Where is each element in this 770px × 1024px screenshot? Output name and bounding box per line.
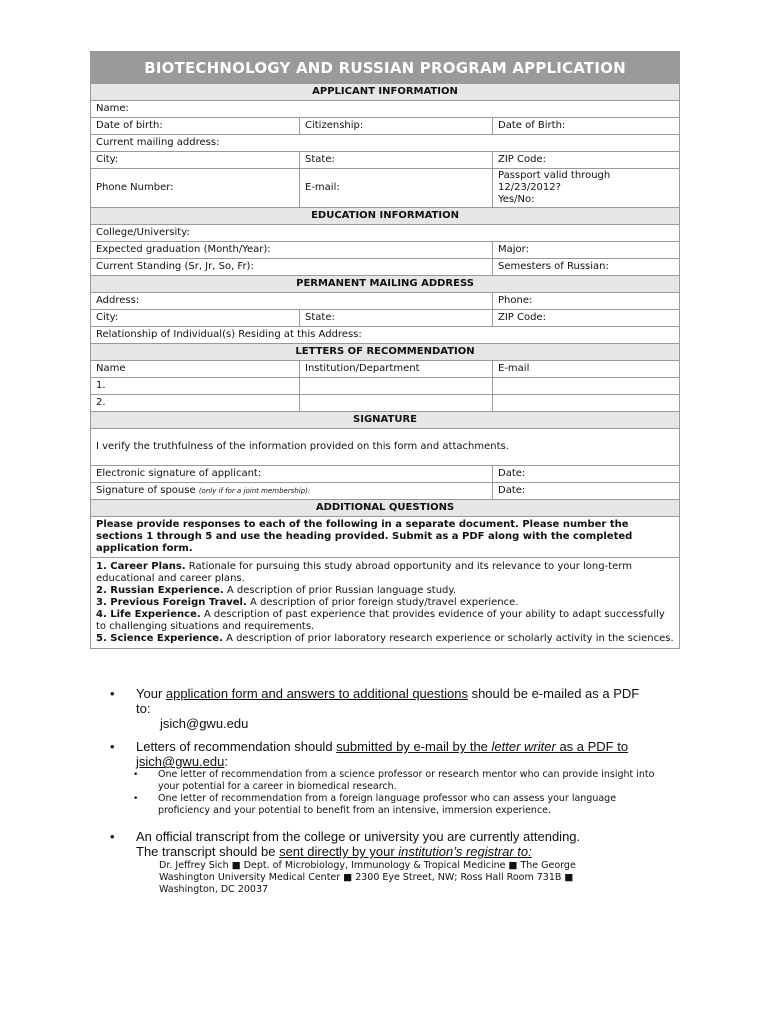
- bullet-dot: •: [110, 686, 115, 701]
- permanent-phone-field[interactable]: Phone:: [493, 293, 680, 310]
- section-additional-heading: ADDITIONAL QUESTIONS: [91, 500, 680, 517]
- major-field[interactable]: Major:: [493, 242, 680, 259]
- question-item: 5. Science Experience. A description of prior laboratory research experience or scholarly activity in the sciences.: [96, 633, 674, 644]
- recommendation-instructions: submitted by e-mail by the letter writer as a PDF to jsich@gwu.edu: [136, 739, 629, 769]
- passport-field[interactable]: [493, 169, 680, 208]
- dob2-field[interactable]: Date of Birth:: [493, 118, 680, 135]
- letters-col-name: Name: [91, 361, 300, 378]
- relationship-field[interactable]: Relationship of Individual(s) Residing at this Address:: [91, 327, 680, 344]
- section-education-heading: EDUCATION INFORMATION: [91, 208, 680, 225]
- bullet-dot: •: [110, 829, 115, 844]
- letter-1-name[interactable]: 1.: [91, 378, 300, 395]
- spouse-date-field[interactable]: Date:: [493, 483, 680, 500]
- permanent-city-field[interactable]: City:: [91, 310, 300, 327]
- name-field[interactable]: Name:: [91, 101, 680, 118]
- form-title: BIOTECHNOLOGY AND RUSSIAN PROGRAM APPLICATION: [91, 52, 680, 84]
- sub-bullet-dot: •: [133, 794, 139, 804]
- city-field[interactable]: City:: [91, 152, 300, 169]
- additional-instructions: Please provide responses to each of the following in a separate document. Please number the sections 1 through 5 and use the heading provided. Submit as a PDF along with the completed application form.: [91, 517, 680, 558]
- question-item: 4. Life Experience. A description of past experience that provides evidence of your ability to adapt successfully to challenging situations and requirements.: [96, 609, 665, 632]
- permanent-address-field[interactable]: Address:: [91, 293, 493, 310]
- spouse-note: (only if for a joint membership):: [198, 487, 311, 495]
- email-field[interactable]: E-mail:: [300, 169, 493, 208]
- registrar-address: Dr. Jeffrey Sich ■ Dept. of Microbiology, Immunology & Tropical Medicine ■ The George Washington University Medical Center ■ 2300 Eye Street, NW; Ross Hall Room 731B ■ Washington, DC 20037: [159, 860, 576, 895]
- section-applicant-heading: APPLICANT INFORMATION: [91, 84, 680, 101]
- sub-bullet-dot: •: [133, 770, 139, 780]
- section-signature-heading: SIGNATURE: [91, 412, 680, 429]
- section-permanent-heading: PERMANENT MAILING ADDRESS: [91, 276, 680, 293]
- permanent-state-field[interactable]: State:: [300, 310, 493, 327]
- permanent-zip-field[interactable]: ZIP Code:: [493, 310, 680, 327]
- letter-1-institution[interactable]: [300, 378, 493, 395]
- question-item: 2. Russian Experience. A description of prior Russian language study.: [96, 585, 457, 596]
- spouse-signature-field[interactable]: [91, 483, 493, 500]
- state-field[interactable]: State:: [300, 152, 493, 169]
- zip-field[interactable]: ZIP Code:: [493, 152, 680, 169]
- additional-items: [91, 558, 680, 649]
- submission-email[interactable]: jsich@gwu.edu: [160, 716, 249, 731]
- question-item: 3. Previous Foreign Travel. A description of prior foreign study/travel experience.: [96, 597, 519, 608]
- letters-col-institution: Institution/Department: [300, 361, 493, 378]
- letter-2-institution[interactable]: [300, 395, 493, 412]
- graduation-field[interactable]: Expected graduation (Month/Year):: [91, 242, 493, 259]
- letter-2-email[interactable]: [493, 395, 680, 412]
- spouse-label: Signature of spouse: [96, 485, 196, 496]
- application-form-link: application form and answers to additional questions: [165, 686, 468, 701]
- verify-statement: I verify the truthfulness of the information provided on this form and attachments.: [91, 429, 680, 466]
- phone-field[interactable]: Phone Number:: [91, 169, 300, 208]
- standing-field[interactable]: Current Standing (Sr, Jr, So, Fr):: [91, 259, 493, 276]
- dob-field[interactable]: Date of birth:: [91, 118, 300, 135]
- passport-label-2: 12/23/2012?: [498, 182, 561, 193]
- applicant-signature-field[interactable]: Electronic signature of applicant:: [91, 466, 493, 483]
- letter-2-name[interactable]: 2.: [91, 395, 300, 412]
- passport-label-1: Passport valid through: [498, 170, 611, 181]
- question-item: 1. Career Plans. Rationale for pursuing this study abroad opportunity and its relevance to your long-term educational and career plans.: [96, 561, 632, 584]
- letters-col-email: E-mail: [493, 361, 680, 378]
- semesters-field[interactable]: Semesters of Russian:: [493, 259, 680, 276]
- citizenship-field[interactable]: Citizenship:: [300, 118, 493, 135]
- section-letters-heading: LETTERS OF RECOMMENDATION: [91, 344, 680, 361]
- college-field[interactable]: College/University:: [91, 225, 680, 242]
- bullet-dot: •: [110, 739, 115, 754]
- letter-1-email[interactable]: [493, 378, 680, 395]
- signature-date-field[interactable]: Date:: [493, 466, 680, 483]
- passport-label-3: Yes/No:: [498, 194, 535, 205]
- application-form: [90, 51, 680, 649]
- mailing-address-field[interactable]: Current mailing address:: [91, 135, 680, 152]
